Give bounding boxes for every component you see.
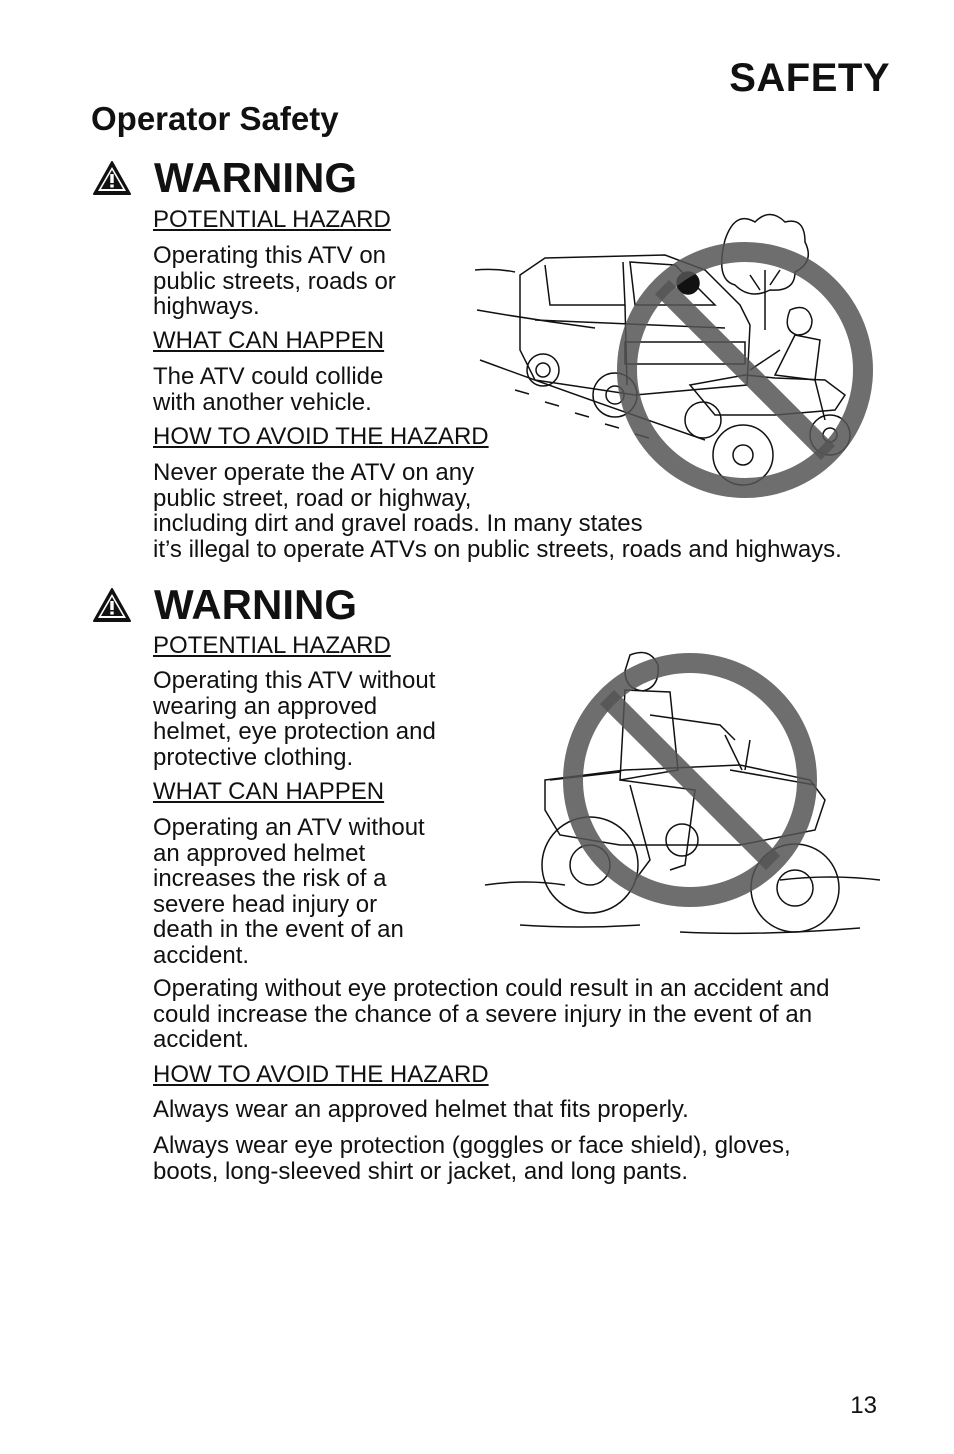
warning-triangle-icon bbox=[92, 160, 132, 196]
how-to-avoid-label: HOW TO AVOID THE HAZARD bbox=[153, 1061, 489, 1088]
page-number: 13 bbox=[850, 1392, 877, 1419]
how-to-avoid-label: HOW TO AVOID THE HAZARD bbox=[153, 423, 489, 450]
what-can-happen-text-2: Operating without eye protection could result in an accident and could increase the chance of a severe injury in the event of an accident. bbox=[153, 975, 830, 1053]
what-can-happen-text: Operating an ATV without an approved helmet increases the risk of a severe head injury or death in the event of an accident. bbox=[153, 814, 425, 969]
warning-header-1 bbox=[92, 154, 357, 201]
atv-on-road-prohibited-icon bbox=[475, 210, 890, 500]
rider-without-helmet-prohibited-icon bbox=[480, 640, 890, 950]
potential-hazard-text: Operating this ATV without wearing an approved helmet, eye protection and protective clothing. bbox=[153, 667, 436, 771]
what-can-happen-label: WHAT CAN HAPPEN bbox=[153, 327, 385, 354]
potential-hazard-label: POTENTIAL HAZARD bbox=[153, 632, 391, 659]
how-to-avoid-text-1: Always wear an approved helmet that fits properly. bbox=[153, 1096, 689, 1123]
potential-hazard-text: Operating this ATV on public streets, roads or highways. bbox=[153, 242, 396, 320]
what-can-happen-label: WHAT CAN HAPPEN bbox=[153, 778, 385, 805]
page-subheading: Operator Safety bbox=[91, 100, 339, 137]
section-title: SAFETY bbox=[729, 56, 890, 100]
potential-hazard-label: POTENTIAL HAZARD bbox=[153, 206, 391, 233]
warning-header-2 bbox=[92, 581, 357, 628]
warning-title: WARNING bbox=[154, 581, 357, 628]
warning-triangle-icon bbox=[92, 587, 132, 623]
what-can-happen-text: The ATV could collide with another vehicle. bbox=[153, 363, 384, 416]
warning-title: WARNING bbox=[154, 154, 357, 201]
how-to-avoid-text: Never operate the ATV on any public street, road or highway, including dirt and gravel roads. In many states it’s illegal to operate ATVs on public streets, roads and highways. bbox=[153, 459, 842, 563]
how-to-avoid-text-2: Always wear eye protection (goggles or face shield), gloves, boots, long-sleeved shirt or jacket, and long pants. bbox=[153, 1132, 791, 1185]
